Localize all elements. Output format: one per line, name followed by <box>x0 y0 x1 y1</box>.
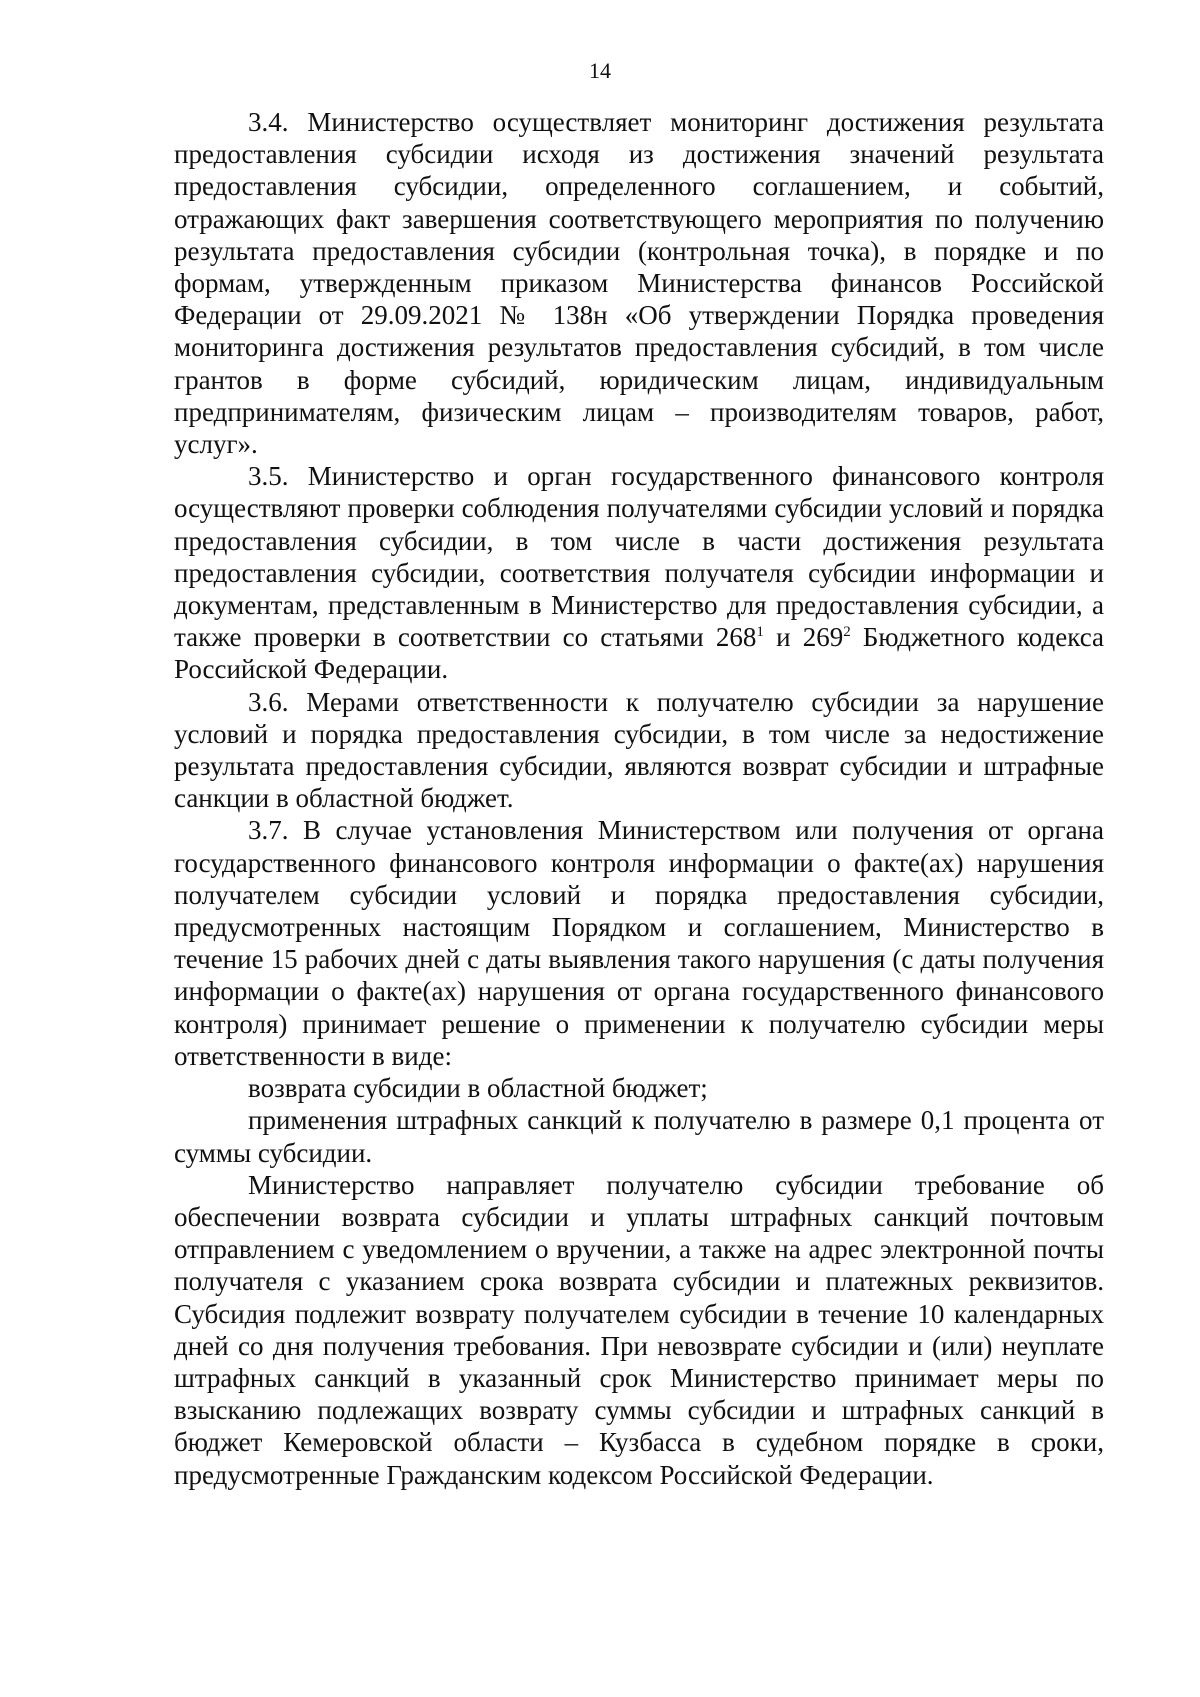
page-number: 14 <box>589 58 611 83</box>
paragraph-3-6: 3.6. Мерами ответственности к получателю субсидии за нарушение условий и порядка предоставления субсидии, в том числе за недостижение результата предоставления субсидии, являются возврат субсидии и штрафные санкции в областной бюджет. <box>174 686 1104 814</box>
superscript-1: 1 <box>756 624 764 641</box>
document-body <box>174 106 1104 1491</box>
paragraph-3-5-text-after: Бюджетного кодекса Российской Федерации. <box>174 622 1104 685</box>
paragraph-3-4: 3.4. Министерство осуществляет мониторинг достижения результата предоставления субсидии исходя из достижения значений результата предоставления субсидии, определенного соглашением, и событий, отражающих факт завершения соответствующего мероприятия по получению результата предоставления субсидии (контрольная точка), в порядке и по формам, утвержденным приказом Министерства финансов Российской Федерации от 29.09.2021 № 138н «Об утверждении Порядка проведения мониторинга достижения результатов предоставления субсидий, в том числе грантов в форме субсидий, юридическим лицам, индивидуальным предпринимателям, физическим лицам – производителям товаров, работ, услуг». <box>174 107 1104 460</box>
superscript-2: 2 <box>843 624 851 641</box>
paragraph-fines: применения штрафных санкций к получателю в размере 0,1 процента от суммы субсидии. <box>174 1105 1104 1168</box>
paragraph-3-7: 3.7. В случае установления Министерством или получения от органа государственного финансового контроля информации о факте(ах) нарушения получателем субсидии условий и порядка предоставления субсидии, предусмотренных настоящим Порядком и соглашением, Министерство в течение 15 рабочих дней с даты выявления такого нарушения (с даты получения информации о факте(ах) нарушения от органа государственного финансового контроля) принимает решение о применении к получателю субсидии меры ответственности в виде: <box>174 815 1104 1071</box>
paragraph-return-subsidy: возврата субсидии в областной бюджет; <box>248 1073 708 1104</box>
paragraph-3-5-text-middle: и 269 <box>763 622 844 653</box>
paragraph-3-5 <box>174 460 1104 685</box>
paragraph-ministry-demand: Министерство направляет получателю субсидии требование об обеспечении возврата субсидии и уплаты штрафных санкций почтовым отправлением с уведомлением о вручении, а также на адрес электронной почты получателя с указанием срока возврата субсидии и платежных реквизитов. Субсидия подлежит возврату получателем субсидии в течение 10 календарных дней со дня получения требования. При невозврате субсидии и (или) неуплате штрафных санкций в указанный срок Министерство принимает меры по взысканию подлежащих возврату суммы субсидии и штрафных санкций в бюджет Кемеровской области – Кузбасса в судебном порядке в сроки, предусмотренные Гражданским кодексом Российской Федерации. <box>174 1169 1104 1490</box>
paragraph-3-5-text-before: 3.5. Министерство и орган государственного финансового контроля осуществляют проверки соблюдения получателями субсидии условий и порядка предоставления субсидии, в том числе в части достижения результата предоставления субсидии, соответствия получателя субсидии информации и документам, представленным в Министерство для предоставления субсидии, а также проверки в соответствии со статьями 268 <box>174 461 1104 653</box>
